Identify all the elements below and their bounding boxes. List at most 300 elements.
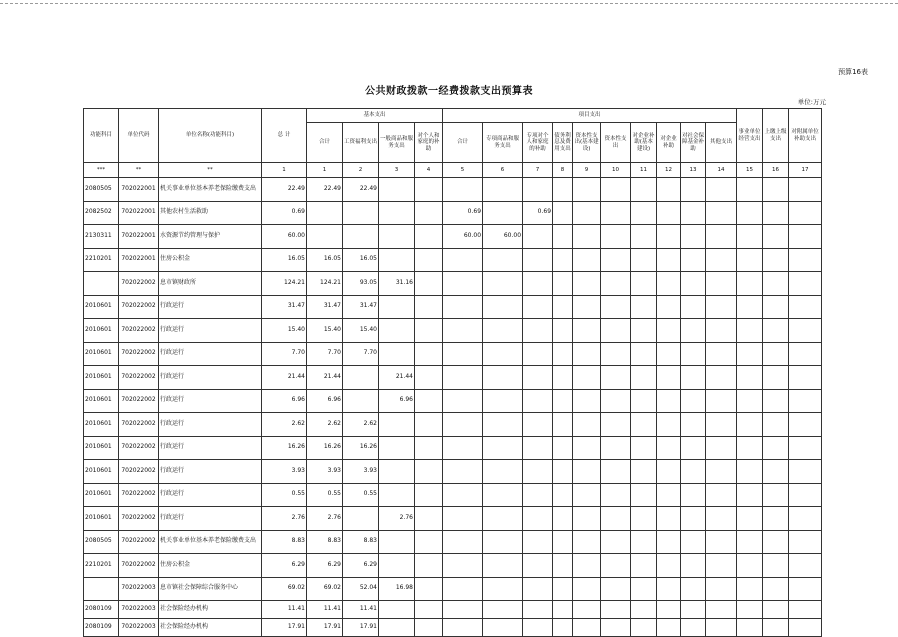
special-goods-cell (483, 201, 523, 225)
table-row (84, 319, 822, 343)
project-individual-cell (523, 319, 553, 343)
col-special-goods: 专项商品和服务支出 (483, 123, 523, 163)
total-cell: 2.76 (262, 507, 307, 531)
salary-welfare-cell (343, 201, 379, 225)
empty-cell (631, 201, 657, 225)
empty-cell (657, 530, 681, 554)
empty-cell (789, 530, 822, 554)
empty-cell (573, 342, 601, 366)
empty-cell (706, 366, 737, 390)
empty-cell (601, 554, 631, 578)
basic-total-cell: 3.93 (307, 460, 343, 484)
empty-cell (737, 366, 763, 390)
basic-total-cell: 11.41 (307, 601, 343, 619)
special-goods-cell: 60.00 (483, 225, 523, 249)
empty-cell (706, 272, 737, 296)
empty-cell (681, 319, 706, 343)
func-subject-cell: 2010601 (84, 436, 119, 460)
col-unit-name: 单位名称(功能科目) (159, 109, 262, 163)
special-goods-cell (483, 577, 523, 601)
table-row (84, 577, 822, 601)
col-basic-total: 合计 (307, 123, 343, 163)
individual-family-cell (415, 577, 443, 601)
empty-cell (789, 436, 822, 460)
index-cell: 9 (573, 163, 601, 178)
empty-cell (681, 366, 706, 390)
unit-code-cell: 702022002 (119, 342, 159, 366)
empty-cell (553, 319, 573, 343)
empty-cell (706, 225, 737, 249)
index-cell: ** (119, 163, 159, 178)
unit-name-cell: 行政运行 (159, 342, 262, 366)
form-tag: 预算16表 (838, 68, 868, 76)
empty-cell (573, 366, 601, 390)
index-cell: 15 (737, 163, 763, 178)
unit-name-cell: 水资源节约管理与保护 (159, 225, 262, 249)
basic-total-cell: 2.62 (307, 413, 343, 437)
table-row (84, 601, 822, 619)
individual-family-cell (415, 201, 443, 225)
goods-services-cell (379, 295, 415, 319)
total-cell: 31.47 (262, 295, 307, 319)
basic-total-cell (307, 201, 343, 225)
project-total-cell (443, 248, 483, 272)
total-cell: 124.21 (262, 272, 307, 296)
goods-services-cell (379, 436, 415, 460)
empty-cell (573, 201, 601, 225)
col-goods-services: 一般商品和服务支出 (379, 123, 415, 163)
empty-cell (681, 272, 706, 296)
empty-cell (737, 272, 763, 296)
unit-code-cell: 702022002 (119, 507, 159, 531)
col-social-security: 对社会保障基金补助 (681, 123, 706, 163)
empty-cell (573, 530, 601, 554)
empty-cell (789, 201, 822, 225)
project-individual-cell (523, 225, 553, 249)
func-subject-cell: 2010601 (84, 483, 119, 507)
empty-cell (681, 225, 706, 249)
goods-services-cell (379, 201, 415, 225)
salary-welfare-cell: 16.05 (343, 248, 379, 272)
unit-code-cell: 702022002 (119, 389, 159, 413)
empty-cell (789, 601, 822, 619)
empty-cell (789, 366, 822, 390)
empty-cell (763, 577, 789, 601)
table-row (84, 295, 822, 319)
basic-total-cell: 8.83 (307, 530, 343, 554)
col-capital-basic: 资本性支出(基本建设) (573, 123, 601, 163)
unit-name-cell: 息市镇财政所 (159, 272, 262, 296)
empty-cell (706, 295, 737, 319)
table-row (84, 554, 822, 578)
empty-cell (601, 483, 631, 507)
empty-cell (706, 436, 737, 460)
empty-cell (737, 554, 763, 578)
empty-cell (763, 554, 789, 578)
empty-cell (681, 413, 706, 437)
empty-cell (681, 178, 706, 202)
salary-welfare-cell: 16.26 (343, 436, 379, 460)
project-individual-cell (523, 554, 553, 578)
table-row (84, 483, 822, 507)
project-total-cell (443, 483, 483, 507)
empty-cell (657, 436, 681, 460)
empty-cell (553, 530, 573, 554)
special-goods-cell (483, 554, 523, 578)
empty-cell (631, 389, 657, 413)
goods-services-cell (379, 483, 415, 507)
individual-family-cell (415, 601, 443, 619)
index-cell: 6 (483, 163, 523, 178)
goods-services-cell: 16.98 (379, 577, 415, 601)
empty-cell (789, 577, 822, 601)
table-row (84, 178, 822, 202)
empty-cell (706, 577, 737, 601)
unit-code-cell: 702022001 (119, 178, 159, 202)
unit-code-cell: 702022001 (119, 225, 159, 249)
empty-cell (553, 248, 573, 272)
salary-welfare-cell: 31.47 (343, 295, 379, 319)
unit-code-cell: 702022002 (119, 436, 159, 460)
empty-cell (631, 319, 657, 343)
empty-cell (681, 342, 706, 366)
page-title: 公共财政拨款一经费拨款支出预算表 (365, 86, 533, 97)
project-individual-cell (523, 342, 553, 366)
empty-cell (763, 272, 789, 296)
empty-cell (681, 389, 706, 413)
empty-cell (706, 178, 737, 202)
empty-cell (553, 225, 573, 249)
project-individual-cell (523, 389, 553, 413)
empty-cell (657, 389, 681, 413)
col-unit-code: 单位代码 (119, 109, 159, 163)
basic-total-cell: 6.96 (307, 389, 343, 413)
empty-cell (601, 577, 631, 601)
empty-cell (657, 507, 681, 531)
basic-total-cell: 6.29 (307, 554, 343, 578)
salary-welfare-cell: 22.49 (343, 178, 379, 202)
salary-welfare-cell: 15.40 (343, 319, 379, 343)
unit-name-cell: 行政运行 (159, 413, 262, 437)
project-total-cell (443, 342, 483, 366)
empty-cell (601, 342, 631, 366)
goods-services-cell (379, 413, 415, 437)
unit-name-cell: 行政运行 (159, 295, 262, 319)
empty-cell (573, 389, 601, 413)
total-cell: 6.29 (262, 554, 307, 578)
budget-table (83, 108, 822, 637)
empty-cell (553, 507, 573, 531)
salary-welfare-cell: 6.29 (343, 554, 379, 578)
func-subject-cell: 2010601 (84, 460, 119, 484)
table-row (84, 366, 822, 390)
project-total-cell (443, 295, 483, 319)
table-row (84, 225, 822, 249)
empty-cell (737, 530, 763, 554)
project-individual-cell (523, 248, 553, 272)
index-cell: 4 (415, 163, 443, 178)
salary-welfare-cell (343, 507, 379, 531)
empty-cell (601, 389, 631, 413)
func-subject-cell: 2130311 (84, 225, 119, 249)
goods-services-cell (379, 319, 415, 343)
empty-cell (601, 295, 631, 319)
unit-code-cell: 702022001 (119, 248, 159, 272)
goods-services-cell (379, 601, 415, 619)
unit-code-cell: 702022002 (119, 366, 159, 390)
project-total-cell (443, 178, 483, 202)
table-row (84, 507, 822, 531)
empty-cell (657, 225, 681, 249)
special-goods-cell (483, 530, 523, 554)
col-func-subject: 功能科目 (84, 109, 119, 163)
empty-cell (763, 295, 789, 319)
index-cell: 16 (763, 163, 789, 178)
func-subject-cell (84, 577, 119, 601)
index-cell: 14 (706, 163, 737, 178)
salary-welfare-cell: 0.55 (343, 483, 379, 507)
empty-cell (573, 178, 601, 202)
empty-cell (681, 436, 706, 460)
individual-family-cell (415, 319, 443, 343)
empty-cell (706, 413, 737, 437)
col-operating: 事业单位经营支出 (737, 109, 763, 163)
project-individual-cell (523, 530, 553, 554)
empty-cell (681, 554, 706, 578)
empty-cell (737, 483, 763, 507)
total-cell: 15.40 (262, 319, 307, 343)
table-row (84, 201, 822, 225)
empty-cell (573, 413, 601, 437)
total-cell: 2.62 (262, 413, 307, 437)
empty-cell (553, 601, 573, 619)
index-cell: 13 (681, 163, 706, 178)
empty-cell (657, 342, 681, 366)
goods-services-cell (379, 248, 415, 272)
empty-cell (631, 178, 657, 202)
empty-cell (737, 413, 763, 437)
empty-cell (601, 225, 631, 249)
table-body (84, 178, 822, 637)
func-subject-cell: 2010601 (84, 342, 119, 366)
table-row (84, 248, 822, 272)
empty-cell (681, 248, 706, 272)
table-row (84, 413, 822, 437)
empty-cell (763, 225, 789, 249)
empty-cell (601, 248, 631, 272)
empty-cell (601, 272, 631, 296)
empty-cell (657, 248, 681, 272)
empty-cell (573, 248, 601, 272)
individual-family-cell (415, 483, 443, 507)
project-total-cell (443, 554, 483, 578)
goods-services-cell (379, 554, 415, 578)
empty-cell (763, 460, 789, 484)
empty-cell (789, 342, 822, 366)
index-cell: ** (159, 163, 262, 178)
func-subject-cell: 2010601 (84, 319, 119, 343)
empty-cell (763, 530, 789, 554)
col-subsidy-lower: 对附属单位补助支出 (789, 109, 822, 163)
individual-family-cell (415, 295, 443, 319)
basic-total-cell: 15.40 (307, 319, 343, 343)
goods-services-cell: 6.96 (379, 389, 415, 413)
empty-cell (706, 201, 737, 225)
func-subject-cell (84, 272, 119, 296)
empty-cell (706, 342, 737, 366)
empty-cell (631, 225, 657, 249)
empty-cell (631, 436, 657, 460)
table-row (84, 460, 822, 484)
total-cell: 7.70 (262, 342, 307, 366)
empty-cell (681, 507, 706, 531)
empty-cell (553, 342, 573, 366)
empty-cell (573, 507, 601, 531)
empty-cell (553, 436, 573, 460)
project-total-cell: 60.00 (443, 225, 483, 249)
empty-cell (553, 389, 573, 413)
empty-cell (553, 577, 573, 601)
project-total-cell (443, 366, 483, 390)
salary-welfare-cell: 8.83 (343, 530, 379, 554)
empty-cell (737, 601, 763, 619)
salary-welfare-cell: 7.70 (343, 342, 379, 366)
empty-cell (553, 366, 573, 390)
col-turnover: 上缴上级支出 (763, 109, 789, 163)
col-capital: 资本性支出 (601, 123, 631, 163)
unit-name-cell: 行政运行 (159, 460, 262, 484)
unit-code-cell: 702022002 (119, 554, 159, 578)
col-project: 项目支出 (443, 109, 737, 123)
goods-services-cell: 21.44 (379, 366, 415, 390)
empty-cell (763, 507, 789, 531)
empty-cell (631, 342, 657, 366)
empty-cell (681, 483, 706, 507)
empty-cell (601, 413, 631, 437)
total-cell: 69.02 (262, 577, 307, 601)
unit-code-cell: 702022002 (119, 483, 159, 507)
empty-cell (573, 554, 601, 578)
salary-welfare-cell (343, 225, 379, 249)
salary-welfare-cell: 3.93 (343, 460, 379, 484)
total-cell: 16.05 (262, 248, 307, 272)
empty-cell (763, 178, 789, 202)
project-total-cell (443, 319, 483, 343)
empty-cell (706, 483, 737, 507)
project-individual-cell (523, 272, 553, 296)
func-subject-cell: 2010601 (84, 507, 119, 531)
empty-cell (601, 530, 631, 554)
empty-cell (706, 460, 737, 484)
basic-total-cell (307, 225, 343, 249)
empty-cell (763, 342, 789, 366)
empty-cell (601, 366, 631, 390)
individual-family-cell (415, 507, 443, 531)
goods-services-cell: 2.76 (379, 507, 415, 531)
index-cell: 3 (379, 163, 415, 178)
empty-cell (601, 319, 631, 343)
special-goods-cell (483, 178, 523, 202)
empty-cell (789, 178, 822, 202)
index-cell: 1 (262, 163, 307, 178)
goods-services-cell (379, 530, 415, 554)
index-cell: 17 (789, 163, 822, 178)
project-total-cell (443, 460, 483, 484)
special-goods-cell (483, 413, 523, 437)
empty-cell (657, 413, 681, 437)
unit-name-cell: 其他农村生活救助 (159, 201, 262, 225)
project-total-cell: 0.69 (443, 201, 483, 225)
special-goods-cell (483, 507, 523, 531)
col-debt-interest: 债务利息及费用支出 (553, 123, 573, 163)
empty-cell (763, 248, 789, 272)
individual-family-cell (415, 389, 443, 413)
project-individual-cell (523, 483, 553, 507)
empty-cell (631, 366, 657, 390)
empty-cell (737, 436, 763, 460)
table-row (84, 342, 822, 366)
empty-cell (573, 295, 601, 319)
special-goods-cell (483, 295, 523, 319)
empty-cell (657, 460, 681, 484)
unit-name-cell: 行政运行 (159, 366, 262, 390)
special-goods-cell (483, 319, 523, 343)
special-goods-cell (483, 389, 523, 413)
func-subject-cell: 2210201 (84, 248, 119, 272)
empty-cell (763, 483, 789, 507)
empty-cell (737, 225, 763, 249)
unit-code-cell: 702022002 (119, 413, 159, 437)
empty-cell (657, 201, 681, 225)
func-subject-cell: 2010601 (84, 295, 119, 319)
col-other: 其他支出 (706, 123, 737, 163)
table-row (84, 436, 822, 460)
empty-cell (763, 366, 789, 390)
empty-cell (573, 601, 601, 619)
empty-cell (681, 460, 706, 484)
total-cell: 11.41 (262, 601, 307, 619)
empty-cell (553, 413, 573, 437)
unit-note: 单位:万元 (797, 98, 826, 106)
empty-cell (601, 601, 631, 619)
empty-cell (573, 319, 601, 343)
total-cell: 16.26 (262, 436, 307, 460)
empty-cell (737, 319, 763, 343)
total-cell: 6.96 (262, 389, 307, 413)
empty-cell (737, 342, 763, 366)
empty-cell (631, 413, 657, 437)
salary-welfare-cell: 11.41 (343, 601, 379, 619)
empty-cell (737, 577, 763, 601)
unit-code-cell: 702022002 (119, 319, 159, 343)
col-salary-welfare: 工资福利支出 (343, 123, 379, 163)
empty-cell (553, 295, 573, 319)
special-goods-cell (483, 460, 523, 484)
unit-name-cell: 社会保险经办机构 (159, 619, 262, 637)
special-goods-cell (483, 342, 523, 366)
index-cell: 12 (657, 163, 681, 178)
project-individual-cell (523, 178, 553, 202)
table-row (84, 389, 822, 413)
empty-cell (789, 507, 822, 531)
individual-family-cell (415, 530, 443, 554)
col-total: 总 计 (262, 109, 307, 163)
empty-cell (789, 272, 822, 296)
unit-code-cell: 702022003 (119, 577, 159, 601)
empty-cell (737, 295, 763, 319)
basic-total-cell: 69.02 (307, 577, 343, 601)
empty-cell (553, 460, 573, 484)
